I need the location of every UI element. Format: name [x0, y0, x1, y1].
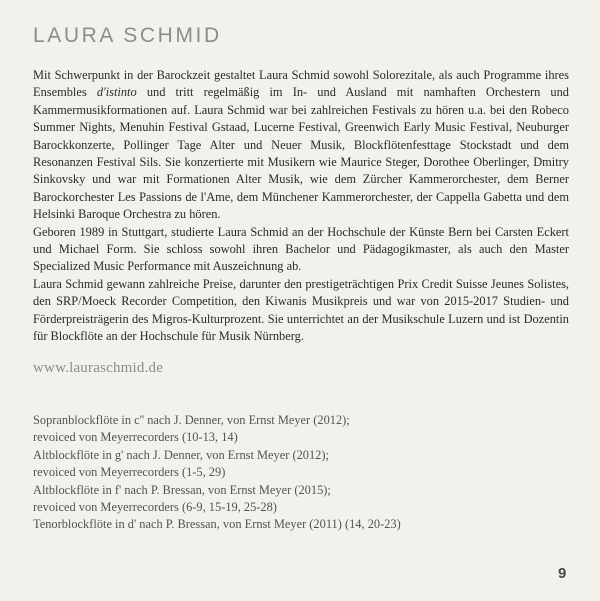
page-number: 9	[558, 565, 567, 582]
website-link[interactable]: www.lauraschmid.de	[33, 360, 164, 376]
bio-paragraph-2: Geboren 1989 in Stuttgart, studierte Laura Schmid an der Hochschule der Künste Bern bei Carsten Eckert und Michael Form. Sie schloss sowohl ihren Bachelor und Pädagogikmaster, als auch den Master Specialized Music Performance mit Auszeichnung ab.	[33, 224, 569, 274]
instrument-line: Altblockflöte in g' nach J. Denner, von Ernst Meyer (2012);	[33, 447, 329, 462]
bio-paragraph-1-text-b: und tritt regelmäßig im In- und Ausland mit namhaften Orchestern und Kammermusikformationen auf. Laura Schmid war bei zahlreichen Festivals zu hören u.a. bei den Robeco Summer Nights, Menuhin Festival Gstaad, Lucerne Festival, Greenwich Early Music Festival, Neuburger Barockkonzerte, Pollinger Tage Alter und Neuer Musik, Blockflötenfesttage Stockstadt und dem Resonanzen Festival Sils. Sie konzertierte mit Musikern wie Maurice Steger, Dorothee Oberlinger, Dmitry Sinkovsky und war mit Formationen Alter Musik, wie dem Zürcher Kammerorchester, dem Berner Barockorchester Les Passions de l'Ame, dem Münchener Kammerorchester, der Cappella Gabetta und dem Helsinki Baroque Orchestra zu hören.	[33, 85, 570, 222]
bio-paragraph-1	[33, 67, 569, 224]
ensemble-name: d'istinto	[96, 85, 137, 100]
biography	[33, 67, 569, 346]
instrument-line: revoiced von Meyerrecorders (1-5, 29)	[33, 465, 226, 480]
instrument-line: Altblockflöte in f' nach P. Bressan, von Ernst Meyer (2015);	[33, 482, 331, 497]
instrument-list	[33, 412, 553, 534]
instrument-line: revoiced von Meyerrecorders (10-13, 14)	[33, 430, 238, 445]
bio-paragraph-3: Laura Schmid gewann zahlreiche Preise, darunter den prestigeträchtigen Prix Credit Suisse Jeunes Solistes, den SRP/Moeck Recorder Competition, den Kiwanis Musikpreis und war von 2015-2017 Studien- und Förderpreisträgerin des Migros-Kulturprozent. Sie unterrichtet an der Musikschule Luzern und ist Dozentin für Blockflöte an der Hochschule für Musik Nürnberg.	[33, 276, 569, 344]
instrument-line: Tenorblockflöte in d' nach P. Bressan, von Ernst Meyer (2011) (14, 20-23)	[33, 517, 401, 532]
instrument-line: Sopranblockflöte in c'' nach J. Denner, von Ernst Meyer (2012);	[33, 413, 350, 427]
bio-paragraph-1-text-a: Mit Schwerpunkt in der Barockzeit gestaltet Laura Schmid sowohl Solorezitale, als auch Programme ihres Ensembles	[33, 68, 569, 100]
page-title: LAURA SCHMID	[33, 24, 222, 47]
instrument-line: revoiced von Meyerrecorders (6-9, 15-19, 25-28)	[33, 500, 277, 515]
